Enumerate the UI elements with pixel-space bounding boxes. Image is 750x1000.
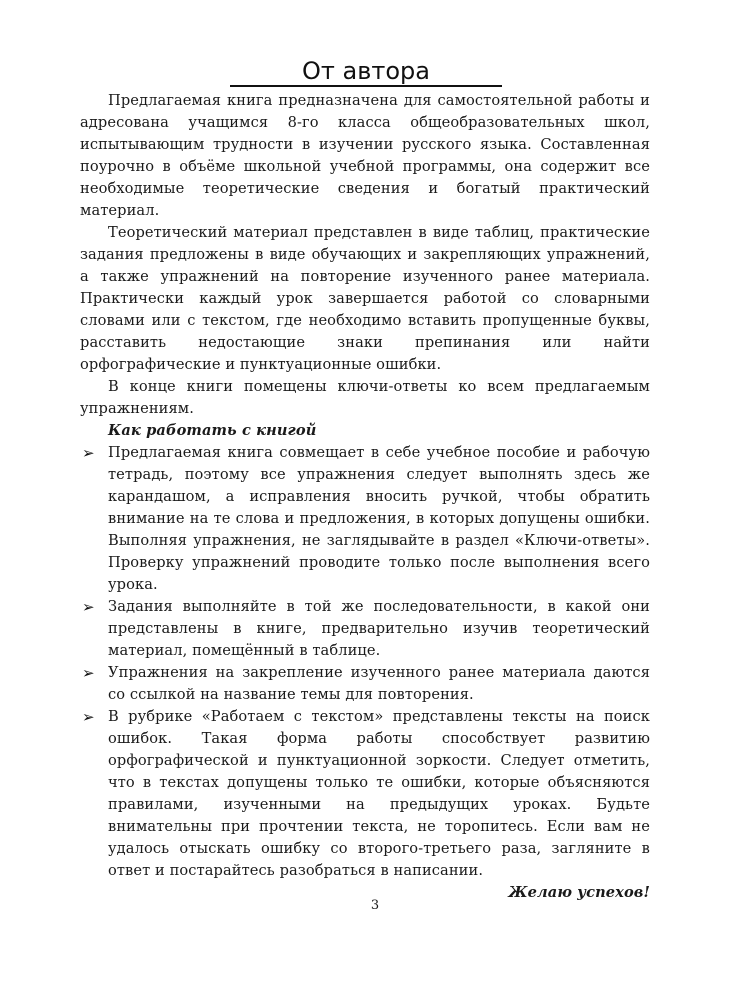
arrow-bullet-icon: ➢ [82, 598, 95, 616]
list-item-text: Предлагаемая книга совмещает в себе учебное пособие и рабочую тетрадь, поэтому все упражнения следует выполнять здесь же карандашом, а исправления вносить ручкой, чтобы обратить внимание на те слова и предложения, в которых допущены ошибки. Выполняя упражнения, не заглядывайте в раздел «Ключи-ответы». Проверку упражнений проводите только после выполнения всего урока. [108, 444, 650, 593]
instruction-list [80, 442, 650, 882]
arrow-bullet-icon: ➢ [82, 708, 95, 726]
intro-paragraph: Предлагаемая книга предназначена для самостоятельной работы и адресована учащимся 8-го класса общеобразовательных школ, испытывающим трудности в изучении русского языка. Составленная поурочно в объёме школьной учебной программы, она содержит все необходимые теоретические сведения и богатый практический материал. [80, 92, 650, 219]
arrow-bullet-icon: ➢ [82, 444, 95, 462]
list-item-text: Упражнения на закрепление изученного ранее материала даются со ссылкой на название темы для повторения. [108, 664, 650, 703]
list-item-text: В рубрике «Работаем с текстом» представлены тексты на поиск ошибок. Такая форма работы способствует развитию орфографической и пунктуационной зоркости. Следует отметить, что в текстах допущены только те ошибки, которые объясняются правилами, изученными на предыдущих уроках. Будьте внимательны при прочтении текста, не торопитесь. Если вам не удалось отыскать ошибку со второго-третьего раза, загляните в ответ и постарайтесь разобраться в написании. [108, 708, 650, 879]
page-content [80, 90, 650, 904]
page-number: 3 [370, 898, 380, 913]
list-item [80, 662, 650, 706]
section-subheading: Как работать с книгой [108, 422, 317, 439]
list-item-text: Задания выполняйте в той же последовательности, в какой они представлены в книге, предварительно изучив теоретический материал, помещённый в таблице. [108, 598, 650, 659]
list-item [80, 442, 650, 596]
list-item [80, 596, 650, 662]
list-item [80, 706, 650, 882]
intro-paragraph: Теоретический материал представлен в виде таблиц, практические задания предложены в виде обучающих и закрепляющих упражнений, а также упражнений на повторение изученного ранее материала. Практически каждый урок завершается работой со словарными словами или с текстом, где необходимо вставить пропущенные буквы, расставить недостающие знаки препинания или найти орфографические и пунктуационные ошибки. [80, 224, 650, 373]
page-title: От автора [302, 57, 430, 85]
arrow-bullet-icon: ➢ [82, 664, 95, 682]
title-underline [230, 85, 502, 87]
intro-paragraph: В конце книги помещены ключи-ответы ко всем предлагаемым упражнениям. [80, 378, 650, 417]
closing-line: Желаю успехов! [508, 884, 650, 901]
